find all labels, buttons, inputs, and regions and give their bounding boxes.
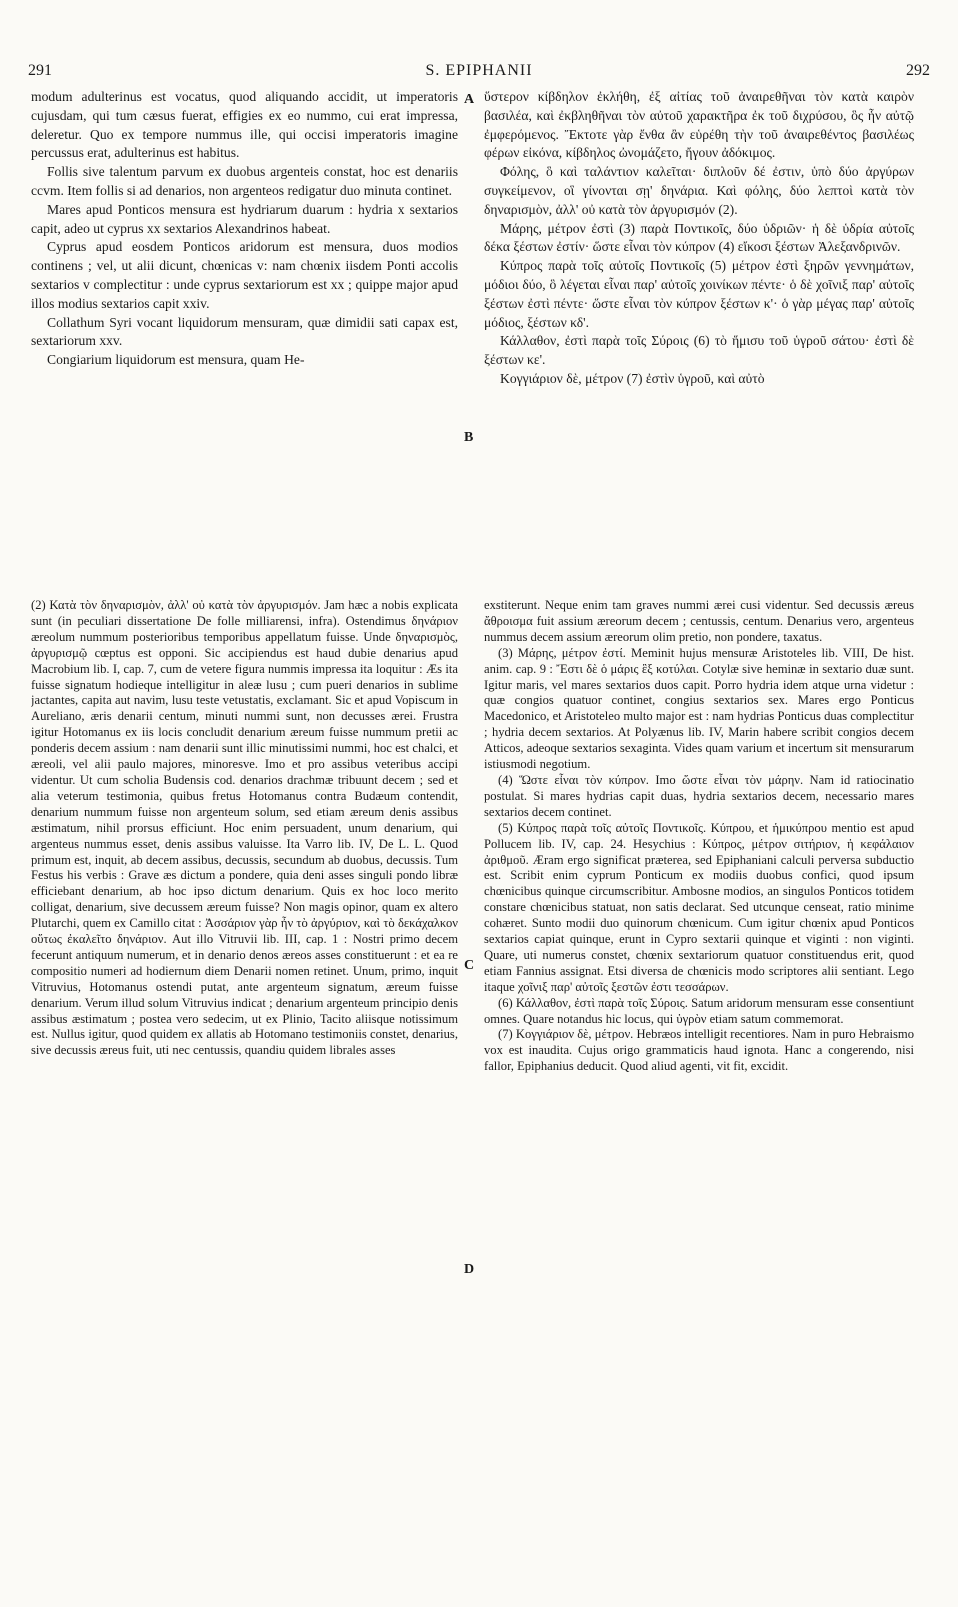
latin-paragraph: Mares apud Ponticos mensura est hydriarum duarum : hydria x sextarios capit, adeo ut cyprus xx sextarios Alexandrinos habeat. <box>31 201 458 236</box>
latin-paragraph: Congiarium liquidorum est mensura, quam He- <box>47 352 305 368</box>
greek-paragraph: Φόλης, ὃ καὶ ταλάντιον καλεῖται· διπλοῦν δέ ἐστιν, ὑπὸ δύο ἀργύρων συγκείμενον, οἳ γίνονται σῃ' δηνάρια. Καὶ φόλης, δύο λεπτοὶ κατὰ τὸν δηναρισμὸν, ἀλλ' οὐ κατὰ τὸν ἀργυρισμόν (2). <box>484 164 914 217</box>
footnote: (6) Κάλλαθον, ἐστὶ παρὰ τοῖς Σύροις. Satum aridorum mensuram esse consentiunt omnes. Quare notandus hic locus, qui ὑγρὸν etiam satum commemorat. <box>484 995 914 1026</box>
latin-paragraph: Collathum Syri vocant liquidorum mensuram, quæ dimidii sati capax est, sextariorum xxv. <box>31 314 458 349</box>
latin-translation-column <box>31 88 458 588</box>
footnote: (3) Μάρης, μέτρον ἐστί. Meminit hujus mensuræ Aristoteles lib. VIII, De hist. anim. cap. 9 : Ἔστι δὲ ὁ μάρις ἓξ κοτύλαι. Cotylæ sive heminæ in sextario duæ sunt. Igitur maris, vel mares sextarios duos capit. Porro hydria idem atque urna videtur : quæ congios quatuor continet, congius sextarios sex. Mares ergo Ponticus Macedonico, et Aristoteleo multo major est : nam hydrias Ponticus duas complectitur ; hydria decem sextarios. At Polyænus lib. IV, Marin habere scribit congios decem Atticos, adeoque sextarios sexaginta. Vides quam varium et incertum sit mensurarum istiusmodi negotium. <box>484 645 914 772</box>
greek-paragraph: Κογγιάριον δὲ, μέτρον (7) ἐστὶν ὑγροῦ, καὶ αὐτὸ <box>500 370 765 386</box>
margin-marker-a: A <box>464 92 475 107</box>
running-title: S. EPIPHANII <box>425 62 533 79</box>
footnotes-right-column <box>484 598 914 1576</box>
footnote: (7) Κογγιάριον δὲ, μέτρον. Hebræos intelligit recentiores. Nam in puro Hebraismo vox est inaudita. Cujus origo grammaticis haud ignota. Hanc a congerendo, nisi fallor, Epiphanius deducit. Quod aliud agenti, vit fit, excidit. <box>484 1027 914 1074</box>
footnote: (2) Κατὰ τὸν δηναρισμὸν, ἀλλ' οὐ κατὰ τὸν ἀργυρισμόν. Jam hæc a nobis explicata sunt (in peculiari dissertatione De folle milliarensi, infra). Ostendimus δηνάριον æreolum nummum posterioribus temporibus appellatum fuisse. Unde δηναρισμὸς, ἀργυρισμῷ cœptus est opponi. Sic accipiendus est haud dubie denarius apud Macrobium lib. I, cap. 7, cum de vetere figura nummis impressa ita loquitur : Æs ita fuisse signatum hodieque intelligitur in aleæ lusu ; cum pueri denarios in sublime jactantes, capita aut navim, lusu teste vetustatis, exclamant. Sic et apud Vopiscum in Aureliano, æris denarii centum, minuti nummi sunt, non decusses ærei. Frustra igitur Hotomanus ex iis locis concludit denarium æreum fuisse nummum pretii ac ponderis decem assium : nam denarii sunt illic minutissimi nummi, hoc est chalci, et æreoli, vel alii paulo majores, minoresve. Imo et pro assibus veteribus accipi videntur. Ut cum scholia Budensis cod. denarios drachmæ tribuunt decem ; sed et alia veterum testimonia, quibus fretus Hotomanus contra Budæum contendit, denarium nummum fuisse non argenteum solum, sed etiam æreum denis assibus æstimatum, nihil prorsus efficiunt. Hoc enim persuadent, unum denarium, qui argenteus nummus esset, denis assibus valuisse. Ita Varro lib. IV, De L. L. Quod primum est, inquit, ab decem assibus, decussis, secundum ab duobus, decussis. Tum Festus his verbis : Grave æs dictum a pondere, quia deni asses singuli pondo libræ efficiebant denarium, ab hoc ipso dictum denarium. Quis ex hoc loco merito colligat, denarium, sive decussem æreum fuisse? Non magis opinor, quam ex altero Plutarchi, quem ex Camillo citat : Ἀσσάριον γὰρ ἦν τὸ ἀργύριον, καὶ τὸ δεκάχαλκον οὕτως ἐκαλεῖτο δηνάριον. Aut illo Vitruvii lib. III, cap. 1 : Nostri primo decem fecerunt antiquum numerum, et in denario denos æreos asses constituerunt : et ea re compositio numeri ad hodiernum diem Denarii nomen retinet. Unum, primo, inquit Vitruvius, Hotomanus ostendi putat, ante argenteum signatum, æreum fuisse denarium. Verum illud solum Vitruvius indicat ; denarium argenteum principio denis assibus æstimatum ; postea vero sedecim, ut ex Plinio, Tacito aliisque notissimum est. Nullus igitur, quod quidem ex allatis ab Hotomano testimoniis constet, denarius, sive decussis æreus fuit, uti nec centussis, quandiu quidem librales asses <box>31 598 458 1058</box>
footnotes-left-column <box>31 598 458 1576</box>
footnote: (4) Ὥστε εἶναι τὸν κύπρον. Imo ὥστε εἶναι τὸν μάρην. Nam id ratiocinatio postulat. Si mares hydrias capit duas, hydria sextarios decem, necessario mares sextarios decem continet. <box>484 772 914 819</box>
margin-marker-d: D <box>464 1262 475 1277</box>
greek-paragraph: ὕστερον κίβδηλον ἐκλήθη, ἐξ αἰτίας τοῦ ἀναιρεθῆναι τὸν κατὰ καιρὸν βασιλέα, καὶ ἐκβληθῆναι τὸν αὐτοῦ χαρακτῆρα ἐκ τοῦ διχρύσου, ὃς ἦν αὐτῷ ἐμφερόμενος. Ἔκτοτε γὰρ ἔνθα ἂν εὑρέθη τὴν τοῦ ἀναιρεθέντος βασιλέως φέρων εἰκόνα, κίβδηλος ὠνομάζετο, ἤγουν ἀδόκιμος. <box>484 89 914 161</box>
margin-marker-b: B <box>464 430 474 445</box>
greek-paragraph: Κύπρος παρὰ τοῖς αὐτοῖς Ποντικοῖς (5) μέτρον ἐστὶ ξηρῶν γεννημάτων, μόδιοι δύο, ὃ λέγεται εἶναι παρ' αὐτοῖς χοινίκων πέντε· ὁ δὲ χοῖνιξ παρ' αὐτοῖς ξέστων ἐστὶ πέντε· ὥστε εἶναι τὸν κύπρον ξέστων κ'· ὁ γὰρ μέγας παρ' αὐτοῖς μόδιος, ξέστων κδ'. <box>484 258 914 330</box>
running-header <box>28 62 930 84</box>
margin-marker-c: C <box>464 958 475 973</box>
footnote: (5) Κύπρος παρὰ τοῖς αὐτοῖς Ποντικοῖς. Κύπρου, et ἡμικύπρου mentio est apud Pollucem lib. IV, cap. 24. Hesychius : Κύπρος, μέτρον σιτήριον, ἡ κεφάλαιον ἀριθμοῦ. Æram ergo significat præterea, sed Epiphaniani calculi perversa subductio est. Scribit enim cyprum Ponticum ex modiis duobus confici, quod ipsum chœnicibus quinque circumscribitur. Ambosne modios, an singulos Ponticos totidem constare chœnicibus statuat, non satis declarat. Sed utcunque censeat, ratio minime cohæret. Sunto modii duo quinorum chœnicum. Cum igitur chœnix apud Ponticos sextarios capiat quinque, erunt in Cypro sextarii quinque et viginti : non viginti. Quare, uti numerus constet, chœnix sextariorum quatuor constituendus erit, quod etiam Fannius assignat. Etsi diversa de chœnicis modo scriptores alii sentiant. Lego itaque χοῖνιξ παρ' αὐτοῖς ξεστῶν ἐστι τεσσάρων. <box>484 820 914 994</box>
page-number-left: 291 <box>28 62 52 79</box>
page-number-right: 292 <box>906 62 930 79</box>
greek-paragraph: Κάλλαθον, ἐστὶ παρὰ τοῖς Σύροις (6) τὸ ἥμισυ τοῦ ὑγροῦ σάτου· ἐστὶ δὲ ξέστων κε'. <box>484 333 914 368</box>
greek-text-column <box>484 88 914 588</box>
latin-paragraph: modum adulterinus est vocatus, quod aliquando accidit, ut imperatoris cujusdam, qui tum cæsus fuerat, effigies ex eo nummo, cui erat impressa, deleretur. Quo ex tempore nummus ille, qui occisi imperatoris imagine percussus erat, adulterinus est habitus. <box>31 89 458 161</box>
footnote: exstiterunt. Neque enim tam graves nummi ærei cusi videntur. Sed decussis æreus ἄθροισμα fuit assium æreorum decem ; centussis, centum. Denarius vero, argenteus nummus decem assium æreorum olim pretio, non pondere, taxatus. <box>484 598 914 644</box>
latin-paragraph: Follis sive talentum parvum ex duobus argenteis constat, hoc est denariis ccvm. Item follis si ad denarios, non argenteos redigatur duo minuta continet. <box>31 164 458 198</box>
greek-paragraph: Μάρης, μέτρον ἐστὶ (3) παρὰ Ποντικοῖς, δύο ὑδριῶν· ἡ δὲ ὑδρία αὐτοῖς δέκα ξέστων ἐστίν· ὥστε εἶναι τὸν κύπρον (4) εἴκοσι ξέστων Ἀλεξανδρινῶν. <box>484 220 914 255</box>
latin-paragraph: Cyprus apud eosdem Ponticos aridorum est mensura, duos modios continens ; vel, ut alii dicunt, chœnicas v: nam chœnix iisdem Ponti accolis sextarios v complectitur : unde cyprus sextariorum est xx ; quippe major apud illos modius sextarios capit xxiv. <box>31 239 458 311</box>
